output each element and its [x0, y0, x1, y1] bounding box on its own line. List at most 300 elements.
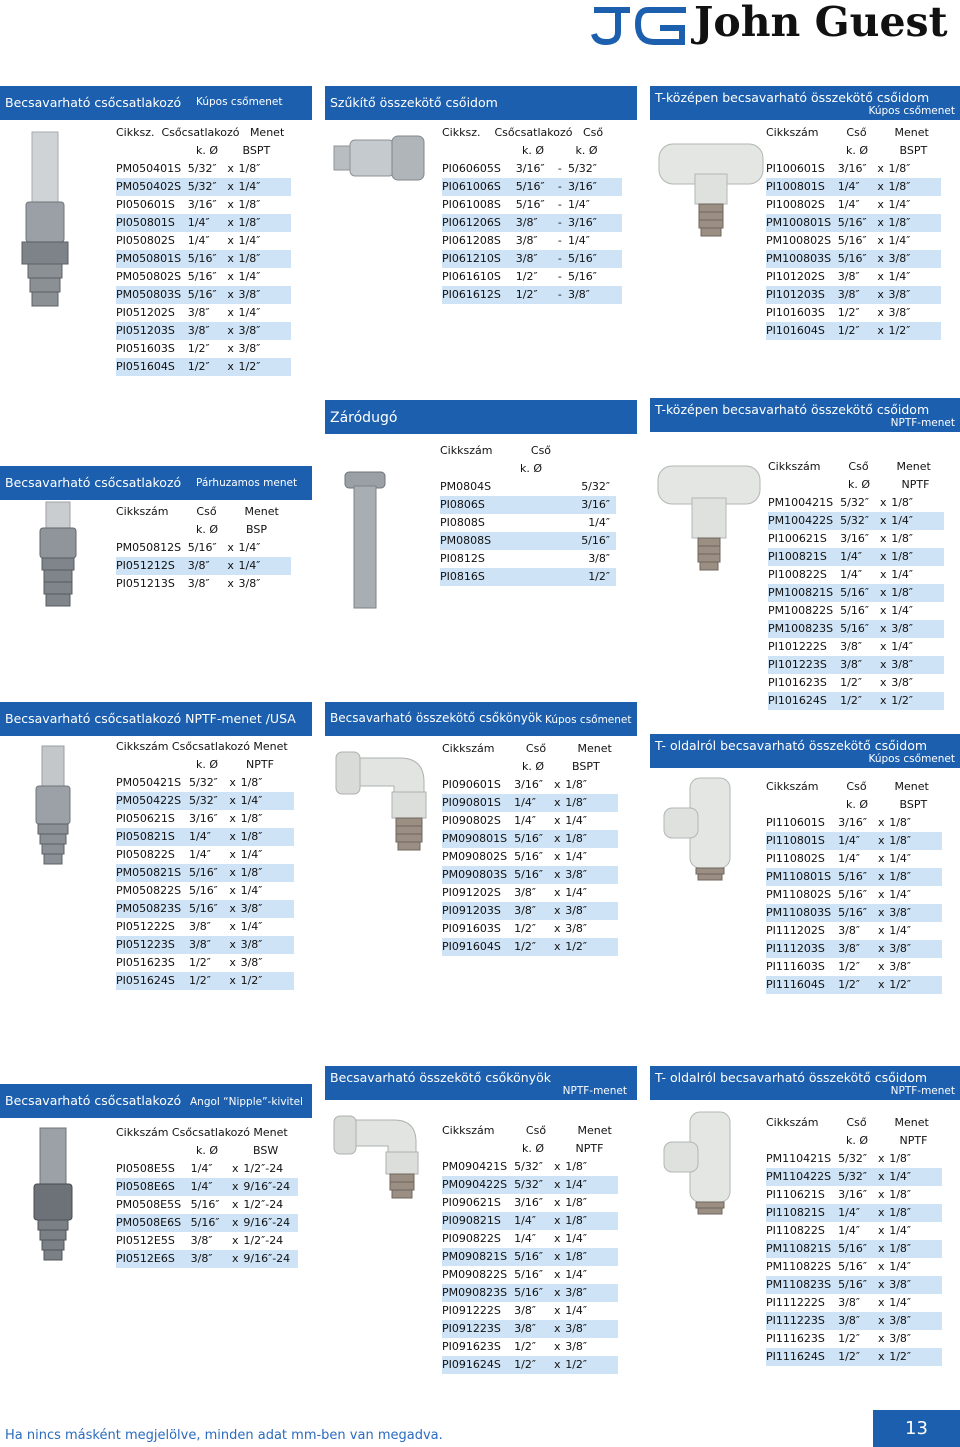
size-value: 3/16″ — [837, 162, 867, 175]
size-value: 1/4″ — [888, 234, 911, 247]
size-value: 1/8″ — [238, 252, 261, 265]
size-value: 5/16″ — [568, 270, 597, 283]
table-row — [766, 1204, 942, 1222]
size-value: 5/32″ — [838, 1170, 867, 1183]
size-value: 1/4″ — [514, 796, 536, 809]
size-value: 5/32″ — [514, 1160, 543, 1173]
nptf-connector-image — [10, 740, 108, 880]
table-row — [442, 812, 618, 830]
separator: x — [227, 270, 234, 283]
table-row — [442, 196, 622, 214]
separator: x — [878, 816, 885, 829]
part-number: PI060605S — [442, 162, 501, 175]
table-row — [766, 304, 941, 322]
size-value: 1/2″ — [515, 270, 538, 283]
size-value: 1/8″ — [891, 550, 914, 563]
separator: x — [878, 960, 885, 973]
part-number: PI101623S — [768, 676, 827, 689]
table-row — [766, 160, 941, 178]
separator: x — [554, 1232, 561, 1245]
size-value: 5/16″ — [187, 252, 217, 265]
size-value: 5/32″ — [188, 776, 218, 789]
table-row — [442, 1158, 618, 1176]
table-subheader: k. Ø k. Ø — [522, 144, 598, 157]
separator: x — [554, 922, 561, 935]
product-table-male-run-tee — [766, 778, 942, 994]
table-row — [442, 1302, 618, 1320]
table-row — [766, 1348, 942, 1366]
size-value: 5/16″ — [188, 866, 218, 879]
size-value: 1/4″ — [837, 198, 860, 211]
separator: x — [878, 1332, 885, 1345]
size-value: 1/2″ — [838, 1332, 860, 1345]
size-value: 5/16″ — [568, 252, 597, 265]
table-row — [116, 286, 291, 304]
size-value: 5/16″ — [188, 902, 218, 915]
size-value: 3/8″ — [515, 252, 538, 265]
size-value: 5/32″ — [187, 162, 217, 175]
table-row — [766, 232, 941, 250]
size-value: 3/8″ — [891, 622, 914, 635]
table-row — [442, 938, 618, 956]
table-row — [442, 1284, 618, 1302]
threaded-connector-image — [8, 126, 106, 356]
size-value: 1/8″ — [565, 1196, 588, 1209]
separator: x — [229, 974, 236, 987]
separator: x — [877, 288, 884, 301]
table-row — [440, 550, 616, 568]
table-row — [766, 268, 941, 286]
table-row — [440, 478, 616, 496]
section-title: T-középen becsavarható összekötő csőidom — [655, 90, 930, 105]
part-number: PM050801S — [116, 252, 182, 265]
table-subheader: k. Ø BSPT — [196, 144, 271, 157]
size-value: 3/16″ — [187, 198, 217, 211]
table-header: Cikkszám Cső Menet — [766, 126, 929, 139]
table-row — [766, 1294, 942, 1312]
size-value: 1/2″ — [515, 288, 538, 301]
size-value: 3/8″ — [889, 1314, 912, 1327]
section-title: Szűkítő összekötő csőidom — [330, 95, 498, 110]
size-value: 3/8″ — [840, 640, 862, 653]
table-row — [116, 304, 291, 322]
size-value: 3/16″ — [840, 532, 869, 545]
part-number: PI051213S — [116, 577, 175, 590]
separator: - — [557, 234, 562, 247]
size-value: 1/4″ — [188, 848, 211, 861]
table-row — [442, 160, 622, 178]
part-number: PM100801S — [766, 216, 832, 229]
size-value: 3/8″ — [889, 942, 912, 955]
size-value: 1/8″ — [240, 866, 263, 879]
size-value: 1/2″ — [565, 940, 588, 953]
table-row — [116, 232, 291, 250]
separator: - — [557, 252, 562, 265]
table-row — [442, 1266, 618, 1284]
size-value: 3/16″ — [581, 498, 610, 511]
separator: x — [878, 1170, 885, 1183]
part-number: PM090823S — [442, 1286, 508, 1299]
size-value: 3/8″ — [187, 559, 210, 572]
separator: x — [878, 924, 885, 937]
separator: x — [877, 216, 884, 229]
separator: - — [557, 288, 562, 301]
size-value: 5/32″ — [188, 794, 218, 807]
part-number: PM110422S — [766, 1170, 832, 1183]
part-number: PI100821S — [768, 550, 827, 563]
table-row — [116, 268, 291, 286]
size-value: 1/4″ — [889, 1296, 912, 1309]
part-number: PM050402S — [116, 180, 182, 193]
separator: x — [231, 1252, 239, 1265]
size-value: 1/4″ — [238, 559, 261, 572]
size-value: 3/8″ — [187, 577, 210, 590]
part-number: PM050421S — [116, 776, 182, 789]
size-value: 1/8″ — [889, 1152, 912, 1165]
size-value: 5/16″ — [187, 288, 217, 301]
separator: x — [878, 1152, 885, 1165]
separator: x — [231, 1162, 239, 1175]
table-row — [442, 214, 622, 232]
size-value: 1/4″ — [888, 270, 911, 283]
table-row — [116, 196, 291, 214]
part-number: PM050821S — [116, 866, 182, 879]
table-row — [766, 286, 941, 304]
size-value: 5/32″ — [568, 162, 597, 175]
separator: x — [227, 577, 234, 590]
part-number: PI0508E5S — [116, 1162, 175, 1175]
part-number: PM050803S — [116, 288, 182, 301]
separator: x — [554, 904, 561, 917]
size-value: 1/4″ — [888, 198, 911, 211]
table-header: Cikkszám Cső — [440, 444, 552, 457]
size-value: 1/4″ — [889, 1170, 912, 1183]
part-number: PI101603S — [766, 306, 825, 319]
separator: x — [878, 834, 885, 847]
table-row — [768, 692, 944, 710]
size-value: 5/16″ — [515, 180, 545, 193]
size-value: 1/4″ — [188, 830, 211, 843]
size-value: 3/8″ — [188, 938, 211, 951]
size-value: 1/8″ — [565, 832, 588, 845]
separator: x — [554, 1214, 561, 1227]
part-number: PM0808S — [440, 534, 492, 547]
size-value: 1/8″ — [240, 812, 263, 825]
section-header-plug — [325, 400, 637, 434]
part-number: PM100421S — [768, 496, 834, 509]
separator: x — [877, 324, 884, 337]
separator: x — [554, 1340, 561, 1353]
separator: x — [880, 640, 887, 653]
section-subtitle: Angol “Nipple”-kivitel — [190, 1096, 303, 1108]
table-row — [116, 882, 294, 900]
part-number: PM050823S — [116, 902, 182, 915]
size-value: 1/4″ — [565, 1232, 588, 1245]
size-value: 1/4″ — [190, 1180, 213, 1193]
table-row — [116, 575, 291, 593]
table-subheader: k. Ø NPTF — [196, 758, 274, 771]
table-subheader: k. Ø — [520, 462, 543, 475]
size-value: 5/16″ — [514, 832, 543, 845]
size-value: 3/8″ — [514, 904, 536, 917]
table-row — [442, 268, 622, 286]
section-subtitle: Kúpos csőmenet — [868, 105, 955, 117]
size-value: 3/8″ — [837, 288, 860, 301]
table-header: Cikkszám Csőcsatlakozó Menet — [116, 740, 288, 753]
size-value: 3/8″ — [238, 324, 261, 337]
table-row — [442, 232, 622, 250]
table-row — [116, 1214, 298, 1232]
size-value: 1/8″ — [889, 1188, 912, 1201]
separator: x — [880, 694, 887, 707]
size-value: 5/16″ — [514, 1268, 543, 1281]
table-row — [766, 1258, 942, 1276]
part-number: PI090822S — [442, 1232, 501, 1245]
size-value: 5/16″ — [838, 888, 867, 901]
size-value: 1/4″ — [514, 814, 536, 827]
table-row — [766, 1168, 942, 1186]
separator: x — [554, 940, 561, 953]
table-row — [766, 904, 942, 922]
part-number: PI100802S — [766, 198, 825, 211]
part-number: PM090822S — [442, 1268, 508, 1281]
size-value: 1/8″ — [565, 1250, 588, 1263]
part-number: PI050802S — [116, 234, 175, 247]
part-number: PM110421S — [766, 1152, 832, 1165]
separator: x — [554, 778, 561, 791]
separator: x — [227, 324, 234, 337]
separator: x — [231, 1180, 239, 1193]
part-number: PI061612S — [442, 288, 501, 301]
size-value: 1/2″ — [565, 1358, 588, 1371]
size-value: 3/8″ — [565, 1286, 588, 1299]
part-number: PI091603S — [442, 922, 501, 935]
table-row — [442, 1248, 618, 1266]
separator: - — [557, 216, 562, 229]
separator: x — [554, 814, 561, 827]
male-run-tee-nptf-image — [660, 1106, 760, 1226]
size-value: 1/2″ — [838, 960, 860, 973]
part-number: PI100801S — [766, 180, 825, 193]
part-number: PI051202S — [116, 306, 175, 319]
table-subheader: k. Ø BSW — [196, 1144, 279, 1157]
separator: x — [880, 550, 887, 563]
part-number: PM110823S — [766, 1278, 832, 1291]
table-row — [768, 512, 944, 530]
table-row — [116, 774, 294, 792]
table-row — [766, 814, 942, 832]
separator: x — [231, 1234, 239, 1247]
part-number: PI090801S — [442, 796, 501, 809]
part-number: PI111624S — [766, 1350, 825, 1363]
part-number: PI051203S — [116, 324, 175, 337]
table-row — [116, 846, 294, 864]
table-row — [768, 584, 944, 602]
section-subtitle: Kúpos csőmenet — [545, 714, 632, 726]
separator: x — [227, 162, 234, 175]
size-value: 3/8″ — [240, 956, 263, 969]
table-row — [768, 602, 944, 620]
size-value: 1/8″ — [238, 198, 261, 211]
size-value: 1/4″ — [238, 541, 261, 554]
size-value: 3/16″ — [188, 812, 218, 825]
part-number: PI090821S — [442, 1214, 501, 1227]
separator: x — [877, 234, 884, 247]
table-header: Cikkszám Cső Menet — [766, 780, 929, 793]
size-value: 1/4″ — [187, 234, 210, 247]
part-number: PI050801S — [116, 216, 175, 229]
table-subheader: k. Ø NPTF — [848, 478, 930, 491]
separator: x — [554, 1250, 561, 1263]
separator: x — [554, 1322, 561, 1335]
size-value: 5/16″ — [838, 870, 867, 883]
size-value: 5/16″ — [838, 1278, 867, 1291]
table-row — [116, 1160, 298, 1178]
part-number: PM090801S — [442, 832, 508, 845]
size-value: 3/16″ — [838, 816, 867, 829]
table-row — [768, 530, 944, 548]
part-number: PM100821S — [768, 586, 834, 599]
section-header-male-elbow — [325, 702, 637, 736]
size-value: 5/16″ — [838, 906, 867, 919]
size-value: 3/8″ — [840, 658, 862, 671]
table-row — [442, 1230, 618, 1248]
table-row — [766, 1240, 942, 1258]
part-number: PM050812S — [116, 541, 182, 554]
table-row — [116, 1250, 298, 1268]
separator: x — [877, 162, 884, 175]
part-number: PI101222S — [768, 640, 827, 653]
size-value: 1/4″ — [838, 852, 860, 865]
part-number: PM100803S — [766, 252, 832, 265]
size-value: 3/8″ — [514, 886, 536, 899]
section-title: Becsavarható csőcsatlakozó NPTF-menet /USA — [5, 711, 296, 726]
part-number: PM050822S — [116, 884, 182, 897]
size-value: 3/8″ — [891, 658, 914, 671]
size-value: 1/4″ — [238, 234, 261, 247]
part-number: PM100822S — [768, 604, 834, 617]
product-table-nptf-connector — [116, 738, 294, 990]
table-header: Cikksz. Csőcsatlakozó Menet — [116, 126, 285, 139]
size-value: 5/32″ — [514, 1178, 543, 1191]
separator: x — [554, 1160, 561, 1173]
section-title: Becsavarható csőcsatlakozó — [5, 95, 182, 110]
size-value: 1/4″ — [891, 640, 914, 653]
section-subtitle: Párhuzamos menet — [196, 477, 298, 489]
part-number: PI061008S — [442, 198, 501, 211]
part-number: PI0508E6S — [116, 1180, 175, 1193]
separator: x — [878, 1260, 885, 1273]
table-header: Cikkszám Cső Menet — [766, 1116, 929, 1129]
section-header-male-run-tee-nptf — [650, 1066, 960, 1100]
part-number: PI111202S — [766, 924, 825, 937]
size-value: 1/4″ — [238, 306, 261, 319]
separator: x — [877, 198, 884, 211]
part-number: PI051222S — [116, 920, 175, 933]
separator: - — [557, 180, 562, 193]
size-value: 1/4″ — [565, 1178, 588, 1191]
part-number: PM090802S — [442, 850, 508, 863]
table-header: Cikkszám Cső Menet — [442, 742, 612, 755]
size-value: 5/16″ — [840, 604, 869, 617]
size-value: 1/4″ — [889, 1260, 912, 1273]
part-number: PI050822S — [116, 848, 175, 861]
size-value: 1/4″ — [889, 852, 912, 865]
size-value: 5/16″ — [837, 234, 867, 247]
table-row — [116, 178, 291, 196]
table-row — [766, 1330, 942, 1348]
size-value: 3/8″ — [514, 1322, 536, 1335]
table-row — [442, 920, 618, 938]
separator: x — [227, 288, 234, 301]
size-value: 1/8″ — [240, 830, 263, 843]
table-row — [766, 1150, 942, 1168]
section-subtitle: Kúpos csőmenet — [196, 96, 283, 108]
part-number: PI110601S — [766, 816, 825, 829]
table-row — [116, 828, 294, 846]
part-number: PI091624S — [442, 1358, 501, 1371]
table-row — [442, 178, 622, 196]
size-value: 1/4″ — [568, 234, 590, 247]
size-value: 1/4″ — [514, 1232, 536, 1245]
separator: x — [878, 870, 885, 883]
size-value: 1/2″ — [889, 978, 912, 991]
size-value: 5/32″ — [840, 514, 869, 527]
separator: x — [229, 776, 236, 789]
size-value: 1/2″ — [837, 324, 860, 337]
size-value: 1/4″ — [840, 550, 862, 563]
size-value: 1/2″ — [238, 360, 261, 373]
table-row — [768, 494, 944, 512]
size-value: 1/2″ — [188, 974, 211, 987]
table-subheader: k. Ø BSPT — [522, 760, 600, 773]
table-row — [116, 954, 294, 972]
table-row — [442, 250, 622, 268]
table-header: Cikkszám Cső Menet — [116, 505, 279, 518]
table-header: Cikkszám Cső Menet — [442, 1124, 612, 1137]
size-value: 1/4″ — [565, 886, 588, 899]
size-value: 5/16″ — [840, 622, 869, 635]
separator: x — [554, 796, 561, 809]
table-row — [766, 850, 942, 868]
part-number: PI0812S — [440, 552, 485, 565]
size-value: 5/16″ — [514, 1286, 543, 1299]
separator: x — [554, 1268, 561, 1281]
separator: x — [229, 920, 236, 933]
separator: x — [227, 360, 234, 373]
size-value: 1/8″ — [888, 180, 911, 193]
part-number: PI110801S — [766, 834, 825, 847]
product-table-parallel-connector — [116, 503, 291, 593]
table-subheader: k. Ø NPTF — [522, 1142, 604, 1155]
section-title: T- oldalról becsavarható összekötő csőidom — [655, 1070, 928, 1085]
separator: x — [554, 1304, 561, 1317]
table-row — [442, 794, 618, 812]
size-value: 5/16″ — [187, 270, 217, 283]
john-guest-logo-mark — [590, 2, 690, 46]
size-value: 1/4″ — [565, 1268, 588, 1281]
section-title: Becsavarható összekötő csőkönyök — [330, 1070, 551, 1085]
size-value: 5/16″ — [514, 868, 543, 881]
size-value: 3/8″ — [190, 1234, 213, 1247]
size-value: 1/4″ — [565, 1304, 588, 1317]
size-value: 1/8″ — [888, 162, 911, 175]
size-value: 1/4″ — [840, 568, 862, 581]
table-row — [766, 322, 941, 340]
table-row — [116, 810, 294, 828]
separator: x — [227, 342, 234, 355]
size-value: 3/8″ — [838, 942, 860, 955]
